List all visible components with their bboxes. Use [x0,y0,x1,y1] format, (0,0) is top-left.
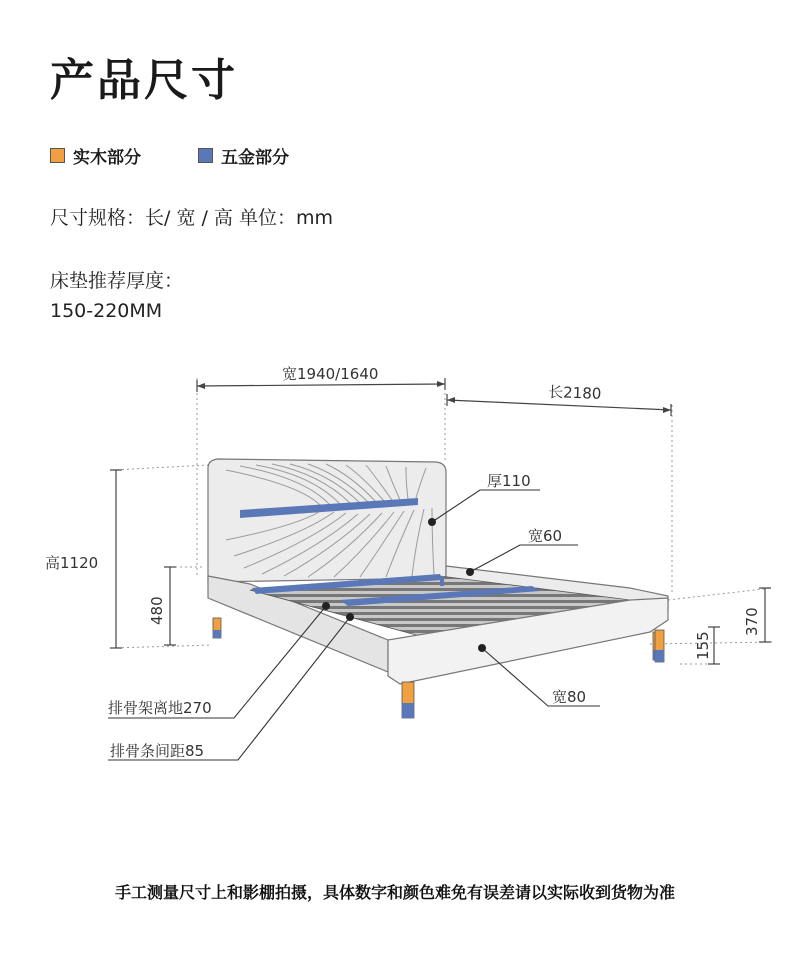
height-label: 高1120 [45,554,99,572]
mattress-value: 150-220MM [50,300,163,322]
bed-illustration [208,459,668,718]
frame-height-label: 480 [148,596,166,625]
spec-line: 尺寸规格：长/ 宽 / 高 单位：mm [50,207,333,229]
slat-spacing-label: 排骨条间距85 [110,742,205,760]
front-width-label: 宽80 [552,688,587,706]
side-height-label: 370 [743,607,761,636]
legend-metal-label: 五金部分 [221,147,289,168]
headboard-thickness-label: 厚110 [487,472,531,490]
mattress-label: 床垫推荐厚度： [50,270,184,292]
legend-wood-label: 实木部分 [73,147,141,168]
page-title: 产品尺寸 [50,55,238,106]
side-width-label: 宽60 [528,527,563,545]
footer-disclaimer: 手工测量尺寸上和影棚拍摄，具体数字和颜色难免有误差请以实际收到货物为准 [114,883,675,902]
length-label: 长2180 [547,383,602,403]
slat-clearance-label: 排骨架离地270 [108,699,212,717]
leg-height-label: 155 [694,631,712,660]
width-label: 宽1940/1640 [282,365,379,383]
